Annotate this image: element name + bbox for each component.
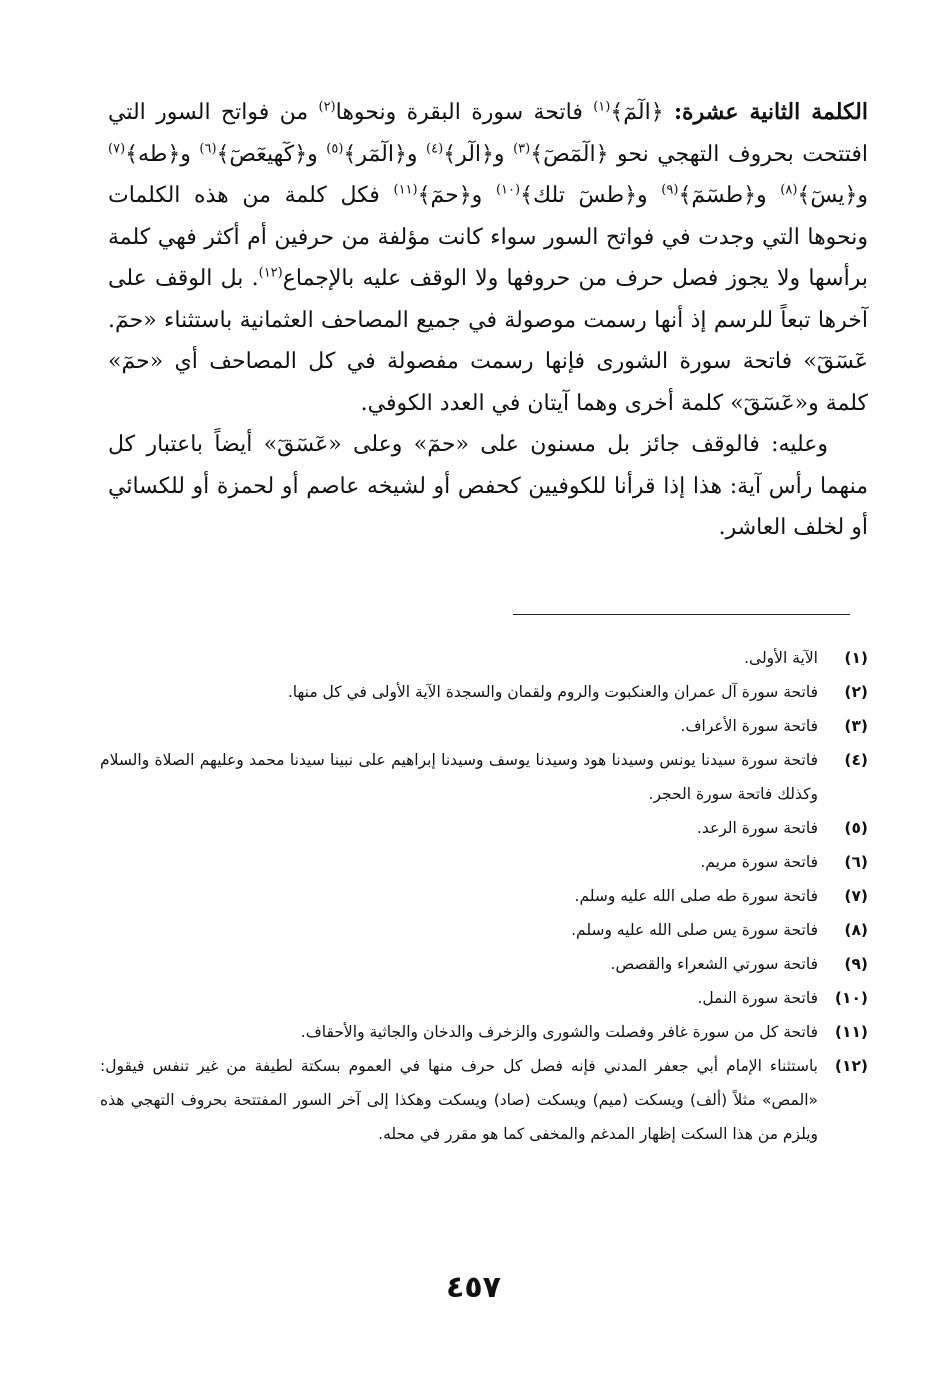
footnote-item	[100, 675, 868, 709]
footnote-text: فاتحة سورة طه صلى الله عليه وسلم.	[574, 887, 818, 905]
footnote-number: (٦)	[844, 853, 868, 871]
text-run: . بل الوقف على آخرها تبعاً للرسم إذ أنها رسمت موصولة في جميع المصاحف العثمانية باستثناء «حمٓ. عٓسٓقٓ» فاتحة سورة الشورى فإنها رسمت مفصولة في كل المصاحف أي «حمٓ» كلمة و«عٓسٓقٓ» كلمة أخرى وهما آيتان في العدد الكوفي.	[108, 266, 868, 416]
footnote-text: باستثناء الإمام أبي جعفر المدني فإنه فصل كل حرف منها في العموم بسكتة لطيفة من غير تنفس فيقول: «المص» مثلاً (ألف) ويسكت (ميم) ويسكت (صاد) ويسكت وهكذا إلى آخر السور المفتتحة بحروف التهجي هذه ويلزم من هذا السكت إظهار المدغم والمخفى كما هو مقرر في محله.	[100, 1057, 818, 1143]
text-run: و﴿حمٓ﴾	[417, 183, 496, 208]
footnote-ref[interactable]: (١١)	[393, 182, 418, 198]
main-text	[108, 92, 868, 549]
footnote-text: فاتحة سورة آل عمران والعنكبوت والروم ولقمان والسجدة الآية الأولى في كل منها.	[287, 683, 818, 701]
footnote-item	[100, 879, 868, 913]
text-run: من فواتح السور التي افتتحت بحروف التهجي نحو ﴿الٓمٓصٓ﴾	[108, 100, 869, 167]
footnote-ref[interactable]: (١)	[593, 99, 611, 115]
text-run: و﴿طه﴾	[125, 141, 200, 167]
footnote-ref[interactable]: (١٠)	[495, 182, 521, 198]
text-run: فكل كلمة من هذه الكلمات ونحوها التي وجدت في فواتح السور سواء كانت مؤلفة من حرفين أم أكثر فهي كلمة برأسها ولا يجوز فصل حرف من حروفها ولا الوقف عليه بالإجماع	[108, 183, 868, 291]
footnote-number: (٣)	[844, 717, 868, 735]
footnote-number: (٥)	[844, 819, 868, 837]
footnote-number: (١٠)	[834, 989, 868, 1007]
footnote-text: فاتحة سورة الأعراف.	[680, 717, 818, 735]
footnote-text: فاتحة سورة سيدنا يونس وسيدنا هود وسيدنا يوسف وسيدنا إبراهيم على نبينا سيدنا محمد وعليهم الصلاة والسلام وكذلك فاتحة سورة الحجر.	[100, 751, 818, 803]
footnote-ref[interactable]: (٧)	[108, 141, 126, 157]
footnote-number: (٢)	[844, 683, 868, 701]
text-run: و﴿الٓمٓر﴾	[343, 141, 427, 167]
text-run: و﴿كٓهيعٓصٓ﴾	[216, 141, 327, 167]
footnote-item	[100, 981, 868, 1015]
footnote-item	[100, 743, 868, 811]
footnote-ref[interactable]: (٤)	[426, 141, 444, 157]
footnote-text: فاتحة سورة النمل.	[697, 989, 818, 1007]
footnote-item	[100, 1015, 868, 1049]
footnote-item	[100, 709, 868, 743]
section-heading: الكلمة الثانية عشرة:	[673, 99, 868, 125]
footnote-text: فاتحة سورة مريم.	[700, 853, 818, 871]
footnote-number: (١٢)	[834, 1057, 868, 1075]
text-run: و﴿يسٓ﴾	[797, 183, 868, 208]
footnote-ref[interactable]: (٢)	[318, 99, 336, 115]
footnote-number: (٤)	[844, 751, 868, 769]
footnote-item	[100, 1049, 868, 1151]
footnote-ref[interactable]: (١٢)	[258, 265, 283, 281]
footnote-text: فاتحة سورة يس صلى الله عليه وسلم.	[571, 921, 818, 939]
footnote-number: (١١)	[834, 1023, 868, 1041]
footnote-item	[100, 641, 868, 675]
footnote-item	[100, 811, 868, 845]
text-run: و﴿الٓر﴾	[443, 141, 514, 167]
footnote-ref[interactable]: (٦)	[199, 141, 217, 157]
footnote-ref[interactable]: (٥)	[326, 141, 344, 157]
footnote-item	[100, 947, 868, 981]
text-run: فاتحة سورة البقرة ونحوها	[335, 100, 594, 125]
footnote-text: فاتحة سورتي الشعراء والقصص.	[610, 955, 818, 973]
footnote-divider	[513, 614, 850, 615]
footnote-ref[interactable]: (٨)	[780, 182, 798, 198]
paragraph-2: وعليه: فالوقف جائز بل مسنون على «حمٓ» وعلى «عٓسٓقٓ» أيضاً باعتبار كل منهما رأس آية: هذا إذا قرأنا للكوفيين كحفص أو لشيخه عاصم أو لحمزة أو للكسائي أو لخلف العاشر.	[108, 432, 868, 540]
text-run: و﴿طسٓ تلك﴾	[520, 183, 662, 208]
footnote-text: الآية الأولى.	[744, 649, 818, 667]
footnote-item	[100, 845, 868, 879]
footnote-number: (٩)	[844, 955, 868, 973]
footnote-text: فاتحة كل من سورة غافر وفصلت والشورى والزخرف والدخان والجاثية والأحقاف.	[300, 1023, 818, 1041]
footnote-number: (١)	[844, 649, 868, 667]
footnotes-list	[100, 641, 868, 1151]
footnote-number: (٧)	[844, 887, 868, 905]
text-run: ﴿الٓمٓ﴾	[610, 100, 674, 125]
footnote-text: فاتحة سورة الرعد.	[696, 819, 818, 837]
footnote-ref[interactable]: (٩)	[661, 182, 679, 198]
footnote-item	[100, 913, 868, 947]
footnote-ref[interactable]: (٣)	[513, 141, 531, 157]
paragraph-1	[108, 92, 868, 424]
footnote-number: (٨)	[844, 921, 868, 939]
text-run: و﴿طسٓمٓ﴾	[678, 183, 781, 208]
page-number: ٤٥٧	[446, 1270, 501, 1305]
